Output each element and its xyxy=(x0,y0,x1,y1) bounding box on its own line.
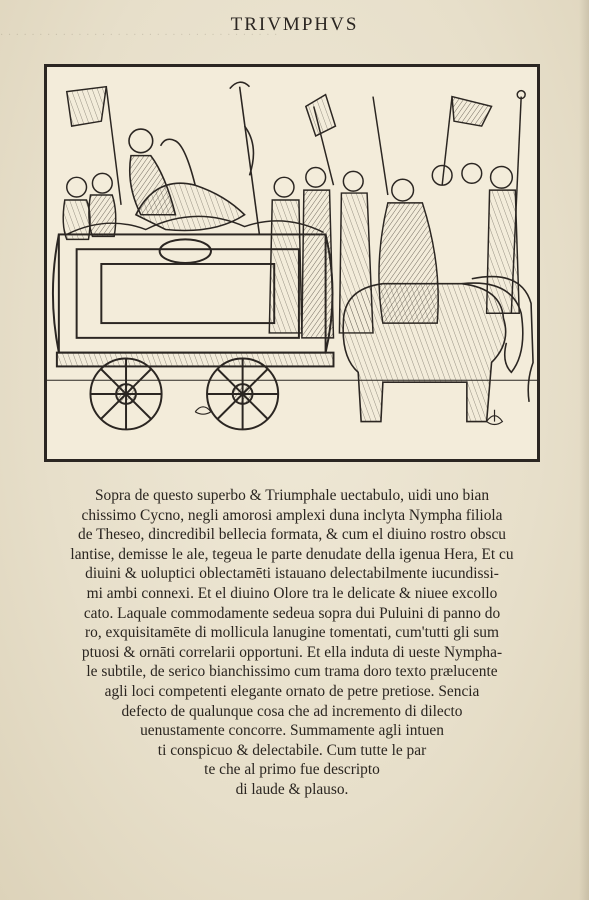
text-line: defecto de qualunque cosa che ad incremento di dilecto xyxy=(121,702,463,720)
text-line: te che al primo fue descripto xyxy=(204,761,380,779)
text-line: lantise, demisse le ale, tegeua le parte denudate della igenua Hera, Et cu xyxy=(70,545,514,563)
bleed-through-text: · · · · · · · · · · · · · · · · · · · · · · · · · · · · · · · · · · · · xyxy=(0,30,279,41)
text-line: de Theseo, dincredibil bellecia formata, & cum el diuino rostro obscu xyxy=(78,526,506,544)
text-line: le subtile, de serico bianchissimo cum trama doro texto prælucente xyxy=(86,663,498,681)
body-text xyxy=(38,486,546,800)
text-line: ti conspicuo & delectabile. Cum tutte le par xyxy=(157,741,427,759)
text-line: chissimo Cycno, negli amorosi amplexi duna inclyta Nympha filiola xyxy=(81,506,503,524)
woodcut-illustration xyxy=(47,67,537,459)
text-line: agli loci competenti elegante ornato de petre pretiose. Sencia xyxy=(104,682,480,700)
text-line: mi ambi connexi. Et el diuino Olore tra le delicate & niuee excollo xyxy=(86,584,498,602)
text-line: ptuosi & ornāti correlarii opportuni. Et ella induta di ueste Nympha- xyxy=(81,643,503,661)
text-line: uenustamente concorre. Summamente agli intuen xyxy=(140,722,444,740)
text-line: diuini & uoluptici oblectamēti istauano delectabilmente iucundissi- xyxy=(85,565,499,583)
text-line: di laude & plauso. xyxy=(235,780,349,798)
text-line: Sopra de questo superbo & Triumphale uectabulo, uidi uno bian xyxy=(94,487,490,504)
triumphal-chariot-woodcut xyxy=(44,64,540,462)
page-edge-shadow xyxy=(579,0,589,900)
running-head: TRIVMPHVS xyxy=(230,14,359,35)
text-line: ro, exquisitamēte di mollicula lanugine tomentati, cum'tutti gli sum xyxy=(85,624,499,642)
text-line: cato. Laquale commodamente sedeua sopra dui Puluini di panno do xyxy=(83,604,501,622)
